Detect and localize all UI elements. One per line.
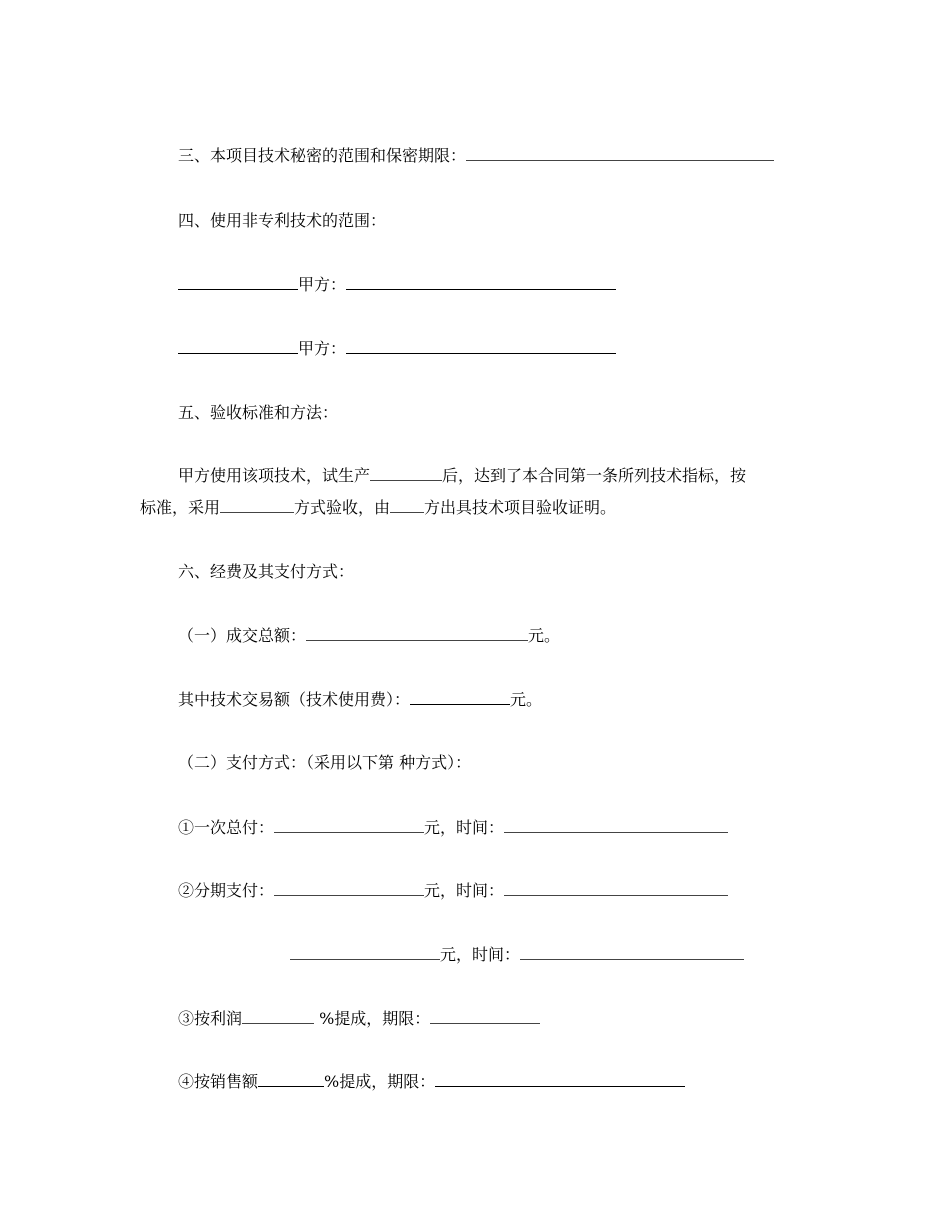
option-4-line bbox=[178, 1071, 685, 1093]
section-5-line bbox=[178, 402, 338, 424]
total-amount-label: （一）成交总额： bbox=[178, 626, 307, 645]
installment-time-label-1: 元，时间： bbox=[424, 881, 505, 900]
section-4-label: 四、使用非专利技术的范围： bbox=[178, 211, 387, 230]
standard-text: 标准，采用 bbox=[140, 498, 221, 517]
section-4-line bbox=[178, 210, 386, 232]
lump-sum-label: ①一次总付： bbox=[178, 818, 275, 837]
profit-share-label: ③按利润 bbox=[178, 1009, 243, 1028]
installment-time-label-2: 元，时间： bbox=[440, 945, 521, 964]
trial-period-blank[interactable] bbox=[370, 465, 442, 481]
installment-amount-blank-2[interactable] bbox=[290, 944, 440, 960]
party-2-value-blank[interactable] bbox=[346, 338, 616, 354]
certifying-party-blank[interactable] bbox=[390, 497, 424, 513]
profit-share-period-blank[interactable] bbox=[430, 1008, 540, 1024]
profit-share-percent-blank[interactable] bbox=[242, 1008, 314, 1024]
section-6-label: 六、经费及其支付方式： bbox=[178, 562, 355, 581]
section-5-paragraph-row-1 bbox=[140, 460, 812, 492]
lump-sum-time-blank[interactable] bbox=[504, 817, 728, 833]
sales-share-period-blank[interactable] bbox=[435, 1071, 685, 1087]
tech-fee-blank[interactable] bbox=[410, 689, 510, 705]
sales-share-period-label: %提成，期限： bbox=[324, 1072, 436, 1091]
party-1-label: 甲方： bbox=[298, 275, 347, 294]
trial-production-text: 甲方使用该项技术，试生产 bbox=[178, 466, 371, 485]
option-3-line bbox=[178, 1008, 540, 1030]
lump-sum-time-label: 元，时间： bbox=[424, 818, 505, 837]
section-3-label: 三、本项目技术秘密的范围和保密期限： bbox=[178, 146, 467, 165]
installment-time-blank-2[interactable] bbox=[520, 944, 744, 960]
section-6-line bbox=[178, 561, 354, 583]
lump-sum-amount-blank[interactable] bbox=[274, 817, 424, 833]
sales-share-percent-blank[interactable] bbox=[258, 1071, 324, 1087]
option-2-line bbox=[178, 880, 728, 902]
section-3-line bbox=[178, 145, 774, 167]
party-line-1 bbox=[178, 274, 616, 296]
tech-fee-label: 其中技术交易额（技术使用费）： bbox=[178, 690, 411, 709]
payment-method-label: （二）支付方式：（采用以下第 种方式）： bbox=[178, 753, 472, 772]
party-1-value-blank[interactable] bbox=[346, 274, 616, 290]
section-5-paragraph-row-2 bbox=[140, 492, 812, 524]
profit-share-period-label: %提成，期限： bbox=[314, 1009, 431, 1028]
party-line-2 bbox=[178, 338, 616, 360]
acceptance-method-blank[interactable] bbox=[220, 497, 294, 513]
tech-indicator-text: 后，达到了本合同第一条所列技术指标，按 bbox=[442, 466, 747, 485]
total-amount-blank[interactable] bbox=[306, 625, 528, 641]
installment-amount-blank-1[interactable] bbox=[274, 880, 424, 896]
total-amount-line bbox=[178, 625, 560, 647]
party-2-name-blank[interactable] bbox=[178, 338, 298, 354]
installment-label: ②分期支付： bbox=[178, 881, 275, 900]
party-2-label: 甲方： bbox=[298, 339, 347, 358]
acceptance-text: 方式验收，由 bbox=[294, 498, 391, 517]
certificate-text: 方出具技术项目验收证明。 bbox=[424, 498, 617, 517]
option-1-line bbox=[178, 817, 728, 839]
tech-fee-line bbox=[178, 689, 542, 711]
installment-time-blank-1[interactable] bbox=[504, 880, 728, 896]
section-5-paragraph bbox=[140, 460, 812, 524]
tech-fee-unit: 元。 bbox=[510, 690, 543, 709]
option-2-line-2 bbox=[290, 944, 744, 966]
sales-share-label: ④按销售额 bbox=[178, 1072, 259, 1091]
secret-scope-blank[interactable] bbox=[466, 145, 774, 161]
party-1-name-blank[interactable] bbox=[178, 274, 298, 290]
payment-method-line bbox=[178, 752, 471, 774]
total-amount-unit: 元。 bbox=[528, 626, 561, 645]
section-5-label: 五、验收标准和方法： bbox=[178, 403, 339, 422]
